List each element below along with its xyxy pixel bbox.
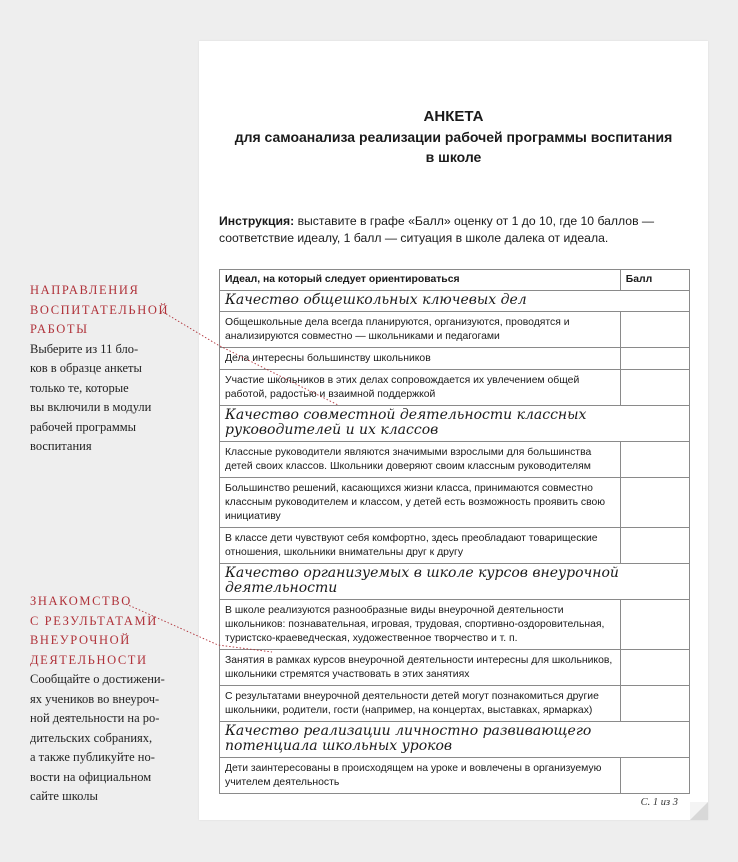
table-row [220,442,690,478]
item-text: Участие школьников в этих делах сопровождается их увлечением общей работой, радостью и взаимной поддержкой [220,370,621,406]
title-main: АНКЕТА [423,108,484,125]
score-cell[interactable] [620,528,689,564]
item-text: Дети заинтересованы в происходящем на уроке и вовлечены в организуемую учителем деятельность [220,758,621,794]
table-header-row [220,270,690,291]
item-text: В школе реализуются разнообразные виды внеурочной деятельности школьников: познавательная, игровая, трудовая, спортивно-оздоровительная, туристско-краеведческая, художественное творчество и т. п. [220,600,621,650]
header-ideal: Идеал, на который следует ориентироваться [220,270,621,291]
document-title [199,107,708,167]
score-cell[interactable] [620,758,689,794]
score-cell[interactable] [620,312,689,348]
table-row [220,370,690,406]
score-cell[interactable] [620,478,689,528]
score-cell[interactable] [620,686,689,722]
instruction-text [219,213,694,247]
item-text: В классе дети чувствуют себя комфортно, здесь преобладают товарищеские отношения, школьники внимательны друг к другу [220,528,621,564]
score-cell[interactable] [620,600,689,650]
table-row [220,686,690,722]
header-score: Балл [620,270,689,291]
section-row [220,564,690,600]
section-row [220,406,690,442]
score-cell[interactable] [620,442,689,478]
section-title: Качество реализации личностно развивающего потенциала школьных уроков [220,722,690,758]
title-sub-line1: для самоанализа реализации рабочей программы воспитания [234,129,673,145]
table-row [220,478,690,528]
item-text: Общешкольные дела всегда планируются, организуются, проводятся и анализируются совместно — школьниками и педагогами [220,312,621,348]
score-cell[interactable] [620,650,689,686]
section-row [220,291,690,312]
section-title: Качество организуемых в школе курсов внеурочной деятельности [220,564,690,600]
note-body: Выберите из 11 бло- ков в образце анкеты только те, которые вы включили в модули рабочей программы воспитания [30,341,152,453]
section-row [220,722,690,758]
document-page [199,41,708,820]
table-row [220,348,690,370]
score-cell[interactable] [620,370,689,406]
page-fold-corner [690,802,708,820]
instruction-body: выставите в графе «Балл» оценку от 1 до 10, где 10 баллов — соответствие идеалу, 1 балл — ситуация в школе далека от идеала. [219,214,655,245]
section-title: Качество общешкольных ключевых дел [220,291,690,312]
note-body: Сообщайте о достижени- ях учеников во внеуроч- ной деятельности на ро- дительских собраниях, а также публикуйте но- вости на официальном сайте школы [30,672,165,803]
score-cell[interactable] [620,348,689,370]
item-text: С результатами внеурочной деятельности детей могут познакомиться другие школьники, родители, гости (например, на концертах, выставках, ярмарках) [220,686,621,722]
table-row [220,312,690,348]
title-sub-line2: в школе [425,149,482,165]
side-note-results [30,592,190,807]
item-text: Классные руководители являются значимыми взрослыми для большинства детей своих классов. Школьники доверяют своим классным руководителям [220,442,621,478]
item-text: Занятия в рамках курсов внеурочной деятельности интересны для школьников, школьники стремятся участвовать в этих занятиях [220,650,621,686]
side-note-directions [30,281,190,457]
table-row [220,528,690,564]
table-row [220,758,690,794]
table-row [220,600,690,650]
survey-table [219,269,690,794]
item-text: Дела интересны большинству школьников [220,348,621,370]
section-title: Качество совместной деятельности классных руководителей и их классов [220,406,690,442]
note-heading: НАПРАВЛЕНИЯ ВОСПИТАТЕЛЬНОЙ РАБОТЫ [30,283,170,336]
note-heading: ЗНАКОМСТВО С РЕЗУЛЬТАТАМИ ВНЕУРОЧНОЙ ДЕЯТЕЛЬНОСТИ [30,594,158,667]
table-row [220,650,690,686]
instruction-label: Инструкция: [219,214,295,228]
page-number: С. 1 из 3 [640,797,678,808]
item-text: Большинство решений, касающихся жизни класса, принимаются совместно классным руководителем и классом, у детей есть возможность проявить свою инициативу [220,478,621,528]
